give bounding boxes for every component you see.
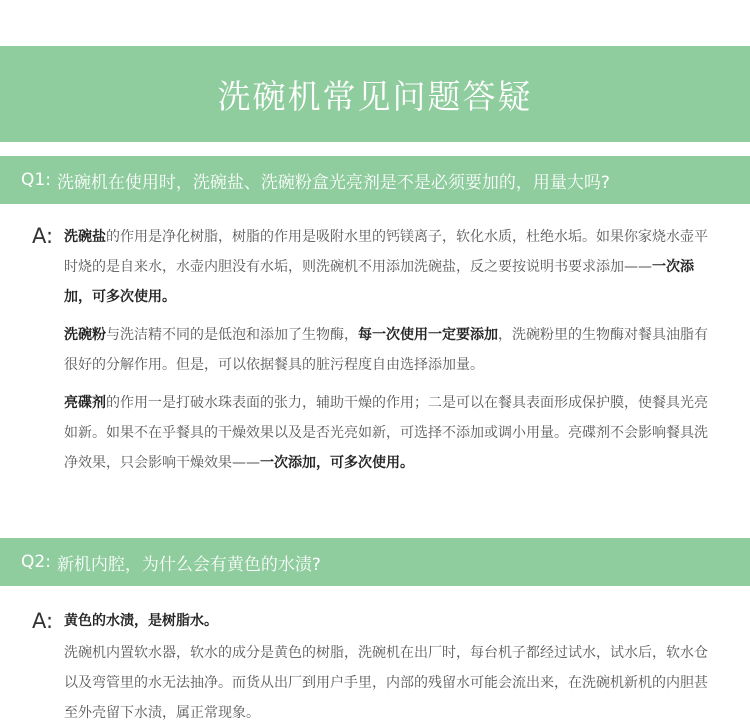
term-salt: 洗碗盐 xyxy=(64,229,106,245)
faq-item-1 xyxy=(0,156,750,538)
question-number: Q2: xyxy=(21,552,51,572)
question-text: 新机内腔，为什么会有黄色的水渍? xyxy=(56,554,321,575)
term-rinse-aid: 亮碟剂 xyxy=(64,395,106,411)
answer-paragraph-powder xyxy=(64,320,712,380)
answer-mark: A: xyxy=(32,609,54,633)
question-bar-2 xyxy=(0,538,750,586)
answer-block-1 xyxy=(0,204,750,538)
page-title: 洗碗机常见问题答疑 xyxy=(217,76,533,116)
rinse-description: 的作用一是打破水珠表面的张力，辅助干燥的作用；二是可以在餐具表面形成保护膜，使餐具光亮如新。如果不在乎餐具的干燥效果以及是否光亮如新，可选择不添加或调小用量。亮碟剂不会影响餐具洗净效果，只会影响干燥效果—— xyxy=(64,395,708,471)
rinse-emphasis: 一次添加，可多次使用。 xyxy=(260,455,414,471)
answer-paragraph-salt xyxy=(64,222,712,312)
salt-description: 的作用是净化树脂，树脂的作用是吸附水里的钙镁离子，软化水质，杜绝水垢。如果你家烧水壶平时烧的是自来水，水壶内胆没有水垢，则洗碗机不用添加洗碗盐，反之要按说明书要求添加—— xyxy=(64,229,708,275)
top-spacer xyxy=(0,0,750,44)
page-header xyxy=(0,44,750,142)
question-text: 洗碗机在使用时，洗碗盐、洗碗粉盒光亮剂是不是必须要加的，用量大吗? xyxy=(56,172,610,193)
answer-mark: A: xyxy=(32,224,54,248)
header-spacer xyxy=(0,142,750,156)
powder-emphasis: 每一次使用一定要添加 xyxy=(358,327,498,343)
term-powder: 洗碗粉 xyxy=(64,327,106,343)
powder-description-1: 与洗洁精不同的是低泡和添加了生物酶， xyxy=(106,327,358,343)
answer-paragraph-water-stain: 洗碗机内置软水器，软水的成分是黄色的树脂，洗碗机在出厂时，每台机子都经过试水，试水后，软水仓以及弯管里的水无法抽净。而货从出厂到用户手里，内部的残留水可能会流出来，在洗碗机新机的内胆甚至外壳留下水渍，属正常现象。 xyxy=(64,645,708,721)
title-tick-decoration xyxy=(365,42,385,45)
answer-block-2 xyxy=(0,586,750,728)
answer-paragraph-rinse xyxy=(64,388,712,478)
answer-lead: 黄色的水渍，是树脂水。 xyxy=(64,613,218,629)
faq-item-2 xyxy=(0,538,750,728)
salt-emphasis: 一次添加，可多次使用。 xyxy=(64,259,694,305)
powder-description-2: ，洗碗粉里的生物酶对餐具油脂有很好的分解作用。但是，可以依据餐具的脏污程度自由选择添加量。 xyxy=(64,327,708,373)
question-bar-1 xyxy=(0,156,750,204)
question-number: Q1: xyxy=(21,170,51,190)
